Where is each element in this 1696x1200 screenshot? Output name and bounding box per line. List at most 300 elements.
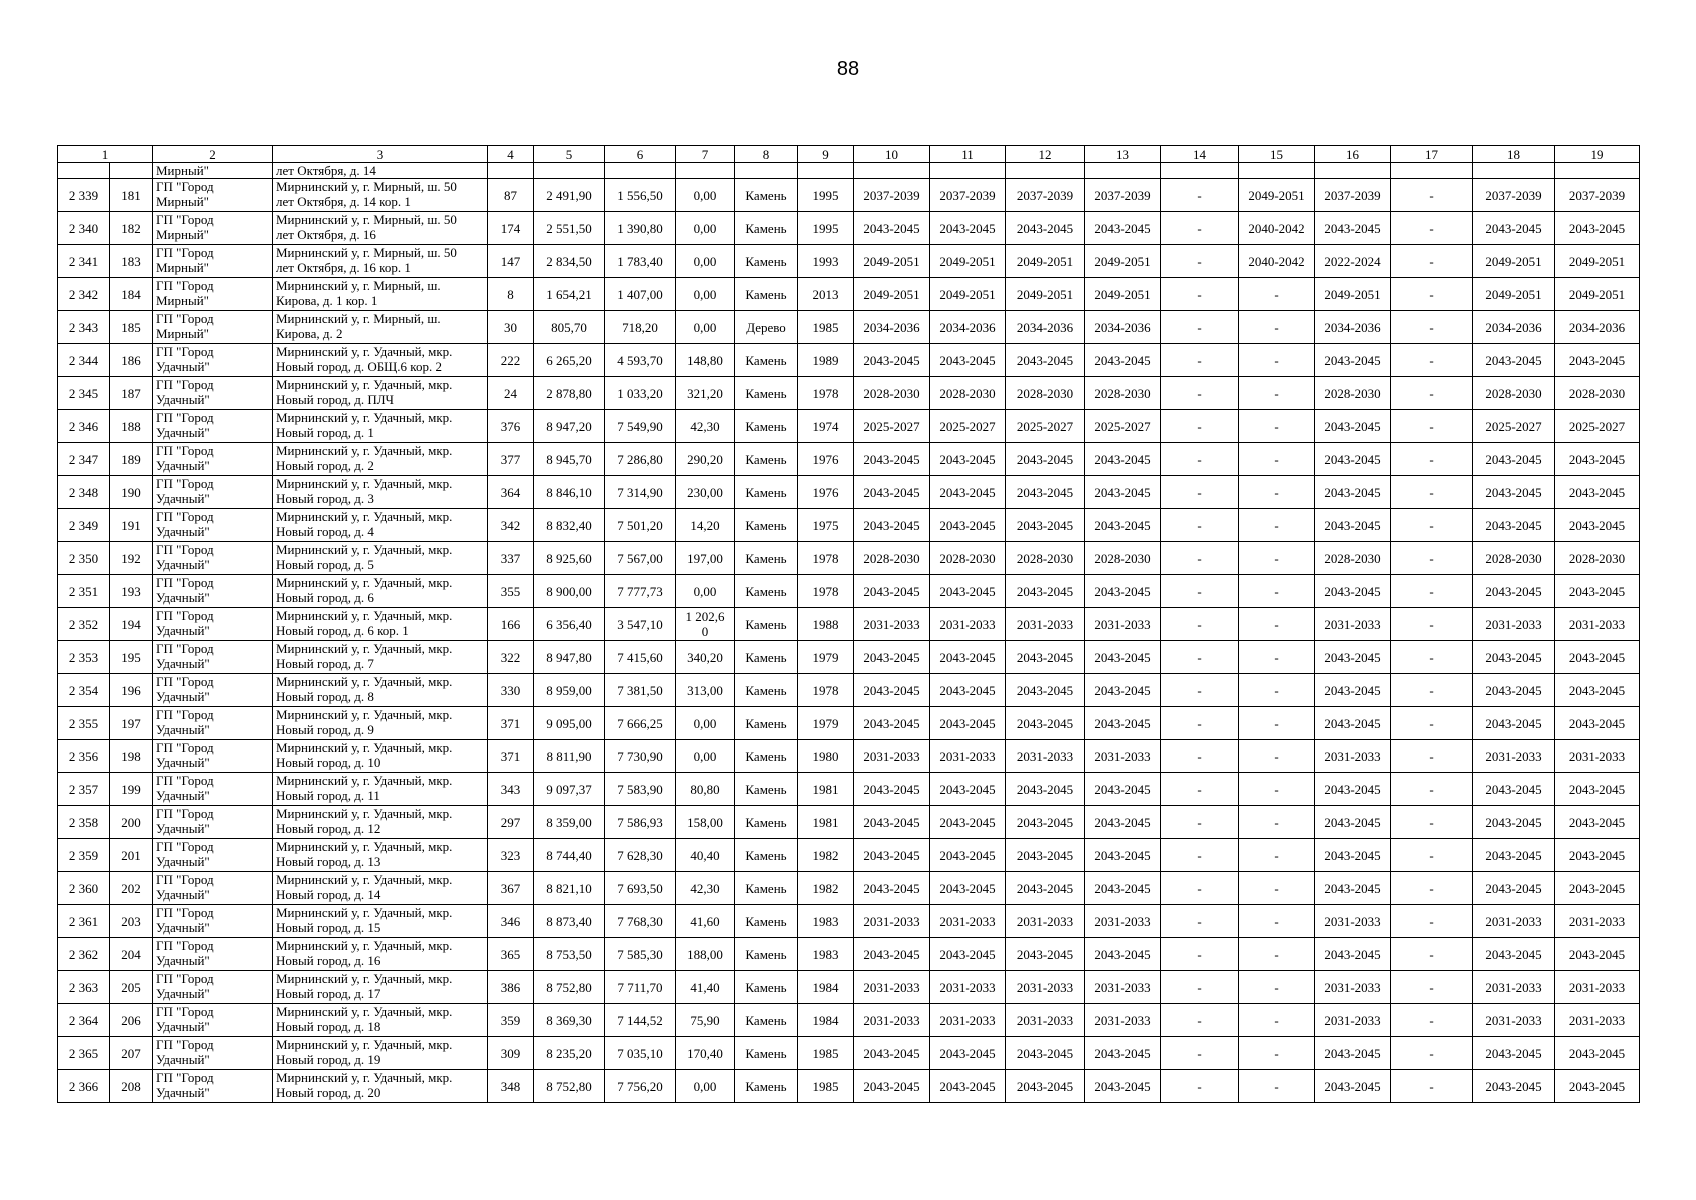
item-id-cell: 191 xyxy=(110,509,153,542)
table-cell: - xyxy=(1239,278,1315,311)
table-cell: 2031-2033 xyxy=(1473,608,1555,641)
table-cell xyxy=(534,163,605,179)
table-cell: 7 666,25 xyxy=(605,707,676,740)
table-cell: 330 xyxy=(488,674,534,707)
table-cell: 2031-2033 xyxy=(1006,740,1085,773)
table-cell: 1 407,00 xyxy=(605,278,676,311)
table-cell: Камень xyxy=(735,641,798,674)
table-cell xyxy=(1239,163,1315,179)
table-cell: - xyxy=(1161,575,1239,608)
value-cell: 0,00 xyxy=(676,245,735,278)
table-row xyxy=(58,971,1640,1004)
table-cell: - xyxy=(1391,938,1473,971)
table-cell: 367 xyxy=(488,872,534,905)
table-cell: - xyxy=(1391,278,1473,311)
table-cell: 2043-2045 xyxy=(1555,806,1640,839)
table-cell: 2049-2051 xyxy=(1239,179,1315,212)
address-cell: Мирнинский у, г. Удачный, мкр. Новый город, д. 7 xyxy=(273,641,488,674)
table-cell: - xyxy=(1391,344,1473,377)
table-cell: 1978 xyxy=(798,377,854,410)
table-row xyxy=(58,707,1640,740)
table-cell: 8 947,20 xyxy=(534,410,605,443)
table-cell: 2043-2045 xyxy=(1315,344,1391,377)
table-row xyxy=(58,245,1640,278)
address-cell: Мирнинский у, г. Мирный, ш. Кирова, д. 1 кор. 1 xyxy=(273,278,488,311)
table-cell: Камень xyxy=(735,245,798,278)
address-cell: Мирнинский у, г. Удачный, мкр. Новый город, д. 15 xyxy=(273,905,488,938)
value-cell: 290,20 xyxy=(676,443,735,476)
table-cell: 2031-2033 xyxy=(1085,1004,1161,1037)
table-cell xyxy=(110,163,153,179)
table-cell: - xyxy=(1239,1070,1315,1103)
table-body xyxy=(58,146,1640,1103)
table-cell: 8 811,90 xyxy=(534,740,605,773)
table-cell: 1983 xyxy=(798,938,854,971)
row-number-cell: 2 353 xyxy=(58,641,110,674)
table-cell: - xyxy=(1239,872,1315,905)
table-cell: 2043-2045 xyxy=(1555,674,1640,707)
table-cell: 348 xyxy=(488,1070,534,1103)
table-cell: 2028-2030 xyxy=(1555,542,1640,575)
table-cell: 2043-2045 xyxy=(1085,575,1161,608)
table-cell: 7 756,20 xyxy=(605,1070,676,1103)
table-cell: 2028-2030 xyxy=(1315,542,1391,575)
table-cell: 2040-2042 xyxy=(1239,212,1315,245)
table-cell: - xyxy=(1161,410,1239,443)
table-cell: 2034-2036 xyxy=(854,311,930,344)
value-cell: 313,00 xyxy=(676,674,735,707)
address-cell: Мирнинский у, г. Мирный, ш. Кирова, д. 2 xyxy=(273,311,488,344)
table-cell: - xyxy=(1391,311,1473,344)
table-cell: 1995 xyxy=(798,212,854,245)
table-cell: 2028-2030 xyxy=(930,377,1006,410)
table-cell xyxy=(798,163,854,179)
table-cell: 2 551,50 xyxy=(534,212,605,245)
table-cell: 8 359,00 xyxy=(534,806,605,839)
table-cell: 2043-2045 xyxy=(1555,443,1640,476)
table-cell: - xyxy=(1391,575,1473,608)
table-cell: Камень xyxy=(735,938,798,971)
table-cell: 2031-2033 xyxy=(930,905,1006,938)
table-cell xyxy=(58,163,110,179)
item-id-cell: 184 xyxy=(110,278,153,311)
header-cell: 10 xyxy=(854,146,930,163)
address-cell: Мирнинский у, г. Удачный, мкр. Новый город, д. 11 xyxy=(273,773,488,806)
table-cell: 2043-2045 xyxy=(854,509,930,542)
table-row xyxy=(58,344,1640,377)
table-row xyxy=(58,311,1640,344)
table-cell: 7 585,30 xyxy=(605,938,676,971)
table-cell: 2043-2045 xyxy=(1473,674,1555,707)
table-cell: 2043-2045 xyxy=(1555,938,1640,971)
item-id-cell: 182 xyxy=(110,212,153,245)
table-cell: - xyxy=(1239,740,1315,773)
table-cell: 2 834,50 xyxy=(534,245,605,278)
table-cell: 2043-2045 xyxy=(1315,575,1391,608)
table-cell: - xyxy=(1161,542,1239,575)
owner-cell: ГП "Город Мирный" xyxy=(153,278,273,311)
table-row xyxy=(58,1037,1640,1070)
item-id-cell: 185 xyxy=(110,311,153,344)
table-cell: - xyxy=(1161,905,1239,938)
table-cell: 2043-2045 xyxy=(1315,212,1391,245)
table-cell: 2043-2045 xyxy=(1555,1037,1640,1070)
table-cell: - xyxy=(1391,806,1473,839)
row-number-cell: 2 359 xyxy=(58,839,110,872)
owner-cell: ГП "Город Мирный" xyxy=(153,245,273,278)
table-cell: 8 744,40 xyxy=(534,839,605,872)
table-cell: 2043-2045 xyxy=(854,872,930,905)
table-cell: 1985 xyxy=(798,1070,854,1103)
table-cell: 2043-2045 xyxy=(854,707,930,740)
table-cell: 2043-2045 xyxy=(854,839,930,872)
table-cell: 7 549,90 xyxy=(605,410,676,443)
table-cell: 2043-2045 xyxy=(1006,773,1085,806)
table-cell: 2034-2036 xyxy=(1006,311,1085,344)
row-number-cell: 2 346 xyxy=(58,410,110,443)
table-cell: - xyxy=(1161,344,1239,377)
table-row xyxy=(58,410,1640,443)
table-cell: 2043-2045 xyxy=(1315,1037,1391,1070)
table-cell: 8 xyxy=(488,278,534,311)
table-cell: 2034-2036 xyxy=(1085,311,1161,344)
value-cell: 158,00 xyxy=(676,806,735,839)
table-cell: 2043-2045 xyxy=(1473,938,1555,971)
table-cell: 346 xyxy=(488,905,534,938)
table-cell: 8 752,80 xyxy=(534,1070,605,1103)
address-cell: Мирнинский у, г. Мирный, ш. 50 лет Октября, д. 14 кор. 1 xyxy=(273,179,488,212)
table-cell: - xyxy=(1161,443,1239,476)
table-cell: 2043-2045 xyxy=(1085,443,1161,476)
row-number-cell: 2 354 xyxy=(58,674,110,707)
row-number-cell: 2 339 xyxy=(58,179,110,212)
table-cell: 364 xyxy=(488,476,534,509)
owner-cell: ГП "Город Удачный" xyxy=(153,344,273,377)
item-id-cell: 192 xyxy=(110,542,153,575)
table-cell: Камень xyxy=(735,773,798,806)
table-cell: 2043-2045 xyxy=(1473,212,1555,245)
owner-cell: ГП "Город Удачный" xyxy=(153,905,273,938)
table-cell: 1975 xyxy=(798,509,854,542)
table-cell: 2043-2045 xyxy=(1555,773,1640,806)
header-cell: 6 xyxy=(605,146,676,163)
row-number-cell: 2 341 xyxy=(58,245,110,278)
table-cell: 2049-2051 xyxy=(1555,278,1640,311)
table-cell: - xyxy=(1239,311,1315,344)
table-cell: 1984 xyxy=(798,971,854,1004)
table-cell: 2025-2027 xyxy=(1085,410,1161,443)
table-cell: 2031-2033 xyxy=(1555,905,1640,938)
table-cell: 2043-2045 xyxy=(1006,674,1085,707)
table-cell: 2031-2033 xyxy=(1006,608,1085,641)
table-cell: 3 547,10 xyxy=(605,608,676,641)
table-cell: 2049-2051 xyxy=(1473,245,1555,278)
table-cell: - xyxy=(1239,839,1315,872)
value-cell: 42,30 xyxy=(676,410,735,443)
owner-cell: ГП "Город Удачный" xyxy=(153,476,273,509)
row-number-cell: 2 345 xyxy=(58,377,110,410)
table-cell: 2031-2033 xyxy=(1473,1004,1555,1037)
table-cell: 1989 xyxy=(798,344,854,377)
table-cell: 2031-2033 xyxy=(854,740,930,773)
table-cell: - xyxy=(1391,542,1473,575)
table-row xyxy=(58,509,1640,542)
table-cell xyxy=(605,163,676,179)
table-cell xyxy=(488,163,534,179)
table-cell: 6 356,40 xyxy=(534,608,605,641)
table-cell: - xyxy=(1391,674,1473,707)
table-row xyxy=(58,839,1640,872)
table-cell: 7 035,10 xyxy=(605,1037,676,1070)
table-cell: Камень xyxy=(735,740,798,773)
table-cell: 2043-2045 xyxy=(854,1070,930,1103)
table-cell: 4 593,70 xyxy=(605,344,676,377)
table-cell: 2025-2027 xyxy=(1473,410,1555,443)
table-cell: 1 654,21 xyxy=(534,278,605,311)
row-number-cell: 2 355 xyxy=(58,707,110,740)
table-cell: 2037-2039 xyxy=(930,179,1006,212)
table-cell: 297 xyxy=(488,806,534,839)
table-cell: 2031-2033 xyxy=(1315,1004,1391,1037)
table-cell: 2022-2024 xyxy=(1315,245,1391,278)
table-cell: - xyxy=(1161,377,1239,410)
row-number-cell: 2 340 xyxy=(58,212,110,245)
row-number-cell: 2 356 xyxy=(58,740,110,773)
table-cell: 386 xyxy=(488,971,534,1004)
table-cell: 2043-2045 xyxy=(1006,806,1085,839)
table-cell: 1981 xyxy=(798,773,854,806)
table-cell: - xyxy=(1239,476,1315,509)
row-number-cell: 2 344 xyxy=(58,344,110,377)
table-cell: 7 415,60 xyxy=(605,641,676,674)
address-cell: Мирнинский у, г. Удачный, мкр. Новый город, д. 8 xyxy=(273,674,488,707)
table-cell: 2043-2045 xyxy=(1473,806,1555,839)
table-cell: Камень xyxy=(735,905,798,938)
table-cell: - xyxy=(1161,1004,1239,1037)
table-cell: Камень xyxy=(735,1037,798,1070)
table-cell: 2031-2033 xyxy=(930,971,1006,1004)
table-cell: 2043-2045 xyxy=(1555,641,1640,674)
table-cell: 2037-2039 xyxy=(1006,179,1085,212)
table-cell: 174 xyxy=(488,212,534,245)
table-cell: 2043-2045 xyxy=(1085,1070,1161,1103)
table-cell: 2025-2027 xyxy=(1555,410,1640,443)
row-number-cell: 2 349 xyxy=(58,509,110,542)
table-cell: 2043-2045 xyxy=(1085,1037,1161,1070)
item-id-cell: 186 xyxy=(110,344,153,377)
table-cell: 9 095,00 xyxy=(534,707,605,740)
table-cell: 1985 xyxy=(798,1037,854,1070)
table-cell: 7 314,90 xyxy=(605,476,676,509)
table-cell: 2028-2030 xyxy=(1315,377,1391,410)
table-cell: 2031-2033 xyxy=(1085,740,1161,773)
table-cell: 2043-2045 xyxy=(854,575,930,608)
table-cell: 2043-2045 xyxy=(1555,476,1640,509)
table-cell: 2043-2045 xyxy=(1555,1070,1640,1103)
table-cell: 7 144,52 xyxy=(605,1004,676,1037)
table-cell: 2043-2045 xyxy=(1555,509,1640,542)
table-cell: 2031-2033 xyxy=(1006,971,1085,1004)
table-cell: 2028-2030 xyxy=(1555,377,1640,410)
item-id-cell: 202 xyxy=(110,872,153,905)
continuation-row xyxy=(58,163,1640,179)
row-number-cell: 2 350 xyxy=(58,542,110,575)
table-cell: 7 730,90 xyxy=(605,740,676,773)
table-cell: 2043-2045 xyxy=(1473,575,1555,608)
item-id-cell: 206 xyxy=(110,1004,153,1037)
table-cell: 1 033,20 xyxy=(605,377,676,410)
header-cell: 1 xyxy=(58,146,153,163)
table-cell: - xyxy=(1239,410,1315,443)
table-cell: - xyxy=(1161,773,1239,806)
table-cell: 2043-2045 xyxy=(1006,344,1085,377)
value-cell: 0,00 xyxy=(676,740,735,773)
table-cell: 2043-2045 xyxy=(854,344,930,377)
table-row xyxy=(58,773,1640,806)
table-cell: 2043-2045 xyxy=(1006,707,1085,740)
table-cell: 2043-2045 xyxy=(930,773,1006,806)
table-cell: 2043-2045 xyxy=(1006,938,1085,971)
value-cell: 14,20 xyxy=(676,509,735,542)
table-cell: - xyxy=(1161,476,1239,509)
owner-cell: ГП "Город Удачный" xyxy=(153,938,273,971)
item-id-cell: 181 xyxy=(110,179,153,212)
table-cell: 2043-2045 xyxy=(1315,410,1391,443)
table-cell: 2043-2045 xyxy=(854,1037,930,1070)
table-cell: Камень xyxy=(735,509,798,542)
address-cell: Мирнинский у, г. Удачный, мкр. Новый город, д. 6 кор. 1 xyxy=(273,608,488,641)
table-cell: 2049-2051 xyxy=(854,278,930,311)
header-cell: 8 xyxy=(735,146,798,163)
table-cell: 2043-2045 xyxy=(930,938,1006,971)
table-cell: 1982 xyxy=(798,872,854,905)
table-cell: 87 xyxy=(488,179,534,212)
table-cell: 2031-2033 xyxy=(1315,905,1391,938)
table-cell: 2025-2027 xyxy=(1006,410,1085,443)
value-cell: 230,00 xyxy=(676,476,735,509)
table-cell: Камень xyxy=(735,1004,798,1037)
header-cell: 3 xyxy=(273,146,488,163)
table-cell: 2043-2045 xyxy=(1315,806,1391,839)
table-cell: 2025-2027 xyxy=(930,410,1006,443)
table-cell: 1 556,50 xyxy=(605,179,676,212)
table-cell: 309 xyxy=(488,1037,534,1070)
table-cell: 8 369,30 xyxy=(534,1004,605,1037)
table-cell: 2028-2030 xyxy=(1085,377,1161,410)
table-row xyxy=(58,377,1640,410)
table-cell: 2031-2033 xyxy=(1473,905,1555,938)
table-cell: 2043-2045 xyxy=(1006,212,1085,245)
table-cell: 1976 xyxy=(798,443,854,476)
table-cell: 2 878,80 xyxy=(534,377,605,410)
table-cell: 1979 xyxy=(798,707,854,740)
table-cell: 2043-2045 xyxy=(1085,674,1161,707)
table-cell: 2043-2045 xyxy=(1555,344,1640,377)
table-cell: - xyxy=(1239,542,1315,575)
table-cell: Камень xyxy=(735,872,798,905)
table-cell: - xyxy=(1239,905,1315,938)
owner-cell: ГП "Город Удачный" xyxy=(153,410,273,443)
register-table xyxy=(57,145,1640,1103)
address-cell: Мирнинский у, г. Удачный, мкр. Новый город, д. 19 xyxy=(273,1037,488,1070)
header-cell: 2 xyxy=(153,146,273,163)
table-cell: 2034-2036 xyxy=(1473,311,1555,344)
table-cell: 2043-2045 xyxy=(1473,443,1555,476)
table-cell: - xyxy=(1391,740,1473,773)
table-cell: 8 821,10 xyxy=(534,872,605,905)
table-cell: 2031-2033 xyxy=(1315,971,1391,1004)
table-cell: 2043-2045 xyxy=(1473,476,1555,509)
table-cell: 2043-2045 xyxy=(1473,707,1555,740)
value-cell: 188,00 xyxy=(676,938,735,971)
table-cell: Камень xyxy=(735,377,798,410)
table-cell: 7 501,20 xyxy=(605,509,676,542)
value-cell: 0,00 xyxy=(676,179,735,212)
table-cell: - xyxy=(1391,476,1473,509)
table-cell: - xyxy=(1161,641,1239,674)
table-cell xyxy=(1006,163,1085,179)
table-cell: - xyxy=(1391,377,1473,410)
table-cell: - xyxy=(1239,608,1315,641)
row-number-cell: 2 366 xyxy=(58,1070,110,1103)
owner-cell: ГП "Город Удачный" xyxy=(153,707,273,740)
table-cell: - xyxy=(1391,1070,1473,1103)
item-id-cell: 205 xyxy=(110,971,153,1004)
table-cell: 343 xyxy=(488,773,534,806)
item-id-cell: 187 xyxy=(110,377,153,410)
table-cell: 2043-2045 xyxy=(1315,1070,1391,1103)
table-cell: 1980 xyxy=(798,740,854,773)
table-cell: - xyxy=(1391,443,1473,476)
table-cell: 2031-2033 xyxy=(1006,905,1085,938)
table-cell: 7 286,80 xyxy=(605,443,676,476)
table-cell: 2043-2045 xyxy=(1315,839,1391,872)
address-cell: Мирнинский у, г. Удачный, мкр. Новый город, д. ОБЩ.6 кор. 2 xyxy=(273,344,488,377)
table-cell: 2043-2045 xyxy=(1085,344,1161,377)
table-cell: 2031-2033 xyxy=(1085,905,1161,938)
table-cell: - xyxy=(1161,1070,1239,1103)
table-cell: 342 xyxy=(488,509,534,542)
value-cell: 41,60 xyxy=(676,905,735,938)
header-cell: 18 xyxy=(1473,146,1555,163)
value-cell: 340,20 xyxy=(676,641,735,674)
item-id-cell: 207 xyxy=(110,1037,153,1070)
item-id-cell: 203 xyxy=(110,905,153,938)
table-cell: Камень xyxy=(735,971,798,1004)
table-cell: 2043-2045 xyxy=(1473,344,1555,377)
table-cell: 8 925,60 xyxy=(534,542,605,575)
row-number-cell: 2 352 xyxy=(58,608,110,641)
header-cell: 14 xyxy=(1161,146,1239,163)
table-cell: 2034-2036 xyxy=(1555,311,1640,344)
table-cell: 2028-2030 xyxy=(1473,377,1555,410)
table-cell: 2043-2045 xyxy=(1085,641,1161,674)
owner-cell: ГП "Город Удачный" xyxy=(153,740,273,773)
table-cell: - xyxy=(1161,212,1239,245)
table-cell: - xyxy=(1391,1004,1473,1037)
table-cell: 24 xyxy=(488,377,534,410)
table-cell: 2037-2039 xyxy=(1085,179,1161,212)
table-cell xyxy=(854,163,930,179)
table-cell: 2043-2045 xyxy=(930,806,1006,839)
item-id-cell: 201 xyxy=(110,839,153,872)
address-cell: Мирнинский у, г. Удачный, мкр. Новый город, д. ПЛЧ xyxy=(273,377,488,410)
value-cell: 197,00 xyxy=(676,542,735,575)
address-cell: Мирнинский у, г. Удачный, мкр. Новый город, д. 5 xyxy=(273,542,488,575)
table-cell: 2031-2033 xyxy=(854,905,930,938)
value-cell: 0,00 xyxy=(676,575,735,608)
value-cell: 0,00 xyxy=(676,212,735,245)
